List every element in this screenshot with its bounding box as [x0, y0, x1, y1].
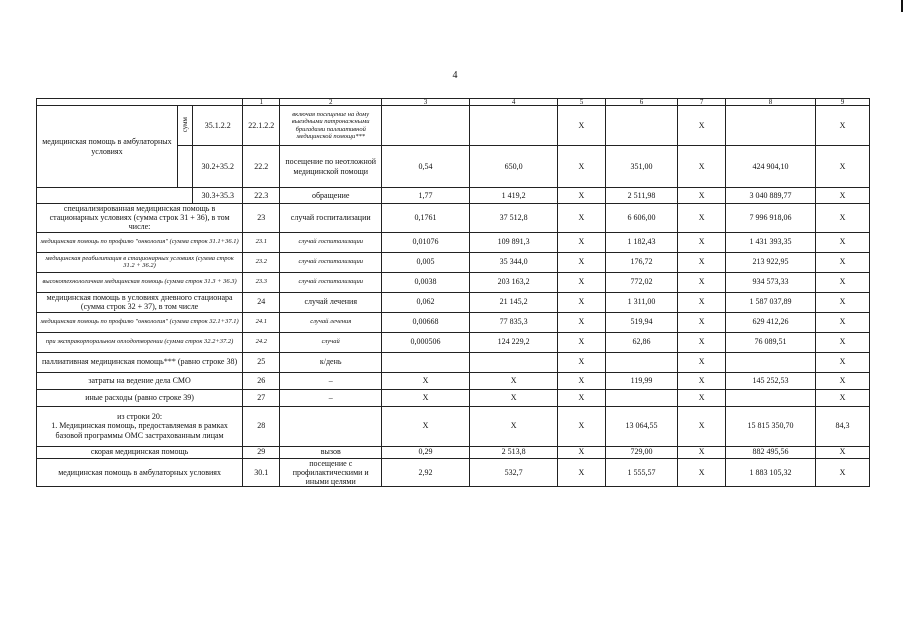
- table-cell: 0,00668: [381, 312, 469, 332]
- table-cell: [605, 106, 678, 146]
- table-cell: X: [816, 272, 870, 292]
- table-cell: 424 904,10: [725, 146, 815, 188]
- table-cell: X: [558, 372, 606, 389]
- table-cell: X: [558, 232, 606, 252]
- table-cell: X: [816, 458, 870, 487]
- table-cell: 519,94: [605, 312, 678, 332]
- table-cell: обращение: [280, 188, 382, 204]
- table-cell: X: [816, 292, 870, 312]
- table-cell: [605, 352, 678, 372]
- blank-cell: [177, 146, 193, 188]
- header-cell: 1: [243, 99, 280, 106]
- table-cell: X: [816, 389, 870, 406]
- table-cell: X: [558, 446, 606, 458]
- table-cell: X: [816, 232, 870, 252]
- table-cell: [381, 106, 469, 146]
- header-cell: 3: [381, 99, 469, 106]
- header-cell: 4: [470, 99, 558, 106]
- table-cell: 7 996 918,06: [725, 204, 815, 233]
- row-name-cell: медицинская помощь в амбулаторных условиях: [37, 458, 243, 487]
- table-cell: [725, 106, 815, 146]
- table-cell: X: [678, 406, 726, 446]
- vertical-label: сумм: [181, 116, 190, 133]
- table-cell: 35.1.2.2: [193, 106, 243, 146]
- table-cell: 2,92: [381, 458, 469, 487]
- table-cell: 1 883 105,32: [725, 458, 815, 487]
- table-cell: вызов: [280, 446, 382, 458]
- table-row: [37, 106, 870, 146]
- table-cell: X: [470, 406, 558, 446]
- table-cell: 213 922,95: [725, 252, 815, 272]
- table-cell: X: [558, 292, 606, 312]
- table-cell: 23.3: [243, 272, 280, 292]
- table-cell: X: [678, 372, 726, 389]
- table-cell: 2 511,98: [605, 188, 678, 204]
- table-cell: 0,29: [381, 446, 469, 458]
- row-name-cell: паллиативная медицинская помощь*** (равно строке 38): [37, 352, 243, 372]
- table-cell: X: [816, 372, 870, 389]
- table-cell: случай лечения: [280, 292, 382, 312]
- table-cell: X: [558, 458, 606, 487]
- table-cell: –: [280, 389, 382, 406]
- table-cell: X: [470, 389, 558, 406]
- table-cell: к/день: [280, 352, 382, 372]
- row-name-cell: затраты на ведение дела СМО: [37, 372, 243, 389]
- table-cell: [470, 352, 558, 372]
- table-row: [37, 292, 870, 312]
- table-cell: 0,54: [381, 146, 469, 188]
- table-cell: 124 229,2: [470, 332, 558, 352]
- table-cell: X: [816, 312, 870, 332]
- table-cell: 76 089,51: [725, 332, 815, 352]
- table-cell: случай госпитализации: [280, 232, 382, 252]
- table-cell: X: [558, 332, 606, 352]
- table-cell: 629 412,26: [725, 312, 815, 332]
- table-cell: случай госпитализации: [280, 252, 382, 272]
- table-cell: X: [678, 312, 726, 332]
- header-cell: 8: [725, 99, 815, 106]
- table-cell: 0,1761: [381, 204, 469, 233]
- table-cell: 1 182,43: [605, 232, 678, 252]
- row-name-cell: медицинская помощь по профилю "онкология" (сумма строк 31.1+36.1): [37, 232, 243, 252]
- table-cell: –: [280, 372, 382, 389]
- table-cell: X: [816, 352, 870, 372]
- table-cell: 1 419,2: [470, 188, 558, 204]
- table-row: [37, 352, 870, 372]
- table-cell: 35 344,0: [470, 252, 558, 272]
- table-cell: 145 252,53: [725, 372, 815, 389]
- table-cell: 1 555,57: [605, 458, 678, 487]
- table-cell: [725, 352, 815, 372]
- table-cell: X: [470, 372, 558, 389]
- table-cell: 15 815 350,70: [725, 406, 815, 446]
- table-cell: X: [816, 332, 870, 352]
- table-row: [37, 232, 870, 252]
- table-cell: 934 573,33: [725, 272, 815, 292]
- table-cell: X: [558, 352, 606, 372]
- table-cell: 22.2: [243, 146, 280, 188]
- table-cell: 37 512,8: [470, 204, 558, 233]
- table-row: [37, 272, 870, 292]
- table-cell: X: [678, 292, 726, 312]
- table-cell: посещение с профилактическими и иными целями: [280, 458, 382, 487]
- blank-cell: [37, 188, 193, 204]
- table-cell: X: [381, 389, 469, 406]
- table-cell: X: [816, 252, 870, 272]
- table-cell: [605, 389, 678, 406]
- table-cell: X: [381, 406, 469, 446]
- table-cell: X: [558, 272, 606, 292]
- table-cell: X: [558, 146, 606, 188]
- header-blank-cell: [37, 99, 243, 106]
- table-cell: 650,0: [470, 146, 558, 188]
- table-cell: X: [558, 204, 606, 233]
- table-cell: [381, 352, 469, 372]
- table-cell: 109 891,3: [470, 232, 558, 252]
- table-row: [37, 312, 870, 332]
- header-cell: 9: [816, 99, 870, 106]
- table-cell: X: [558, 312, 606, 332]
- page-number: 4: [452, 70, 458, 81]
- table-cell: 882 495,56: [725, 446, 815, 458]
- table-row: [37, 446, 870, 458]
- table-row: [37, 372, 870, 389]
- table-cell: 729,00: [605, 446, 678, 458]
- table-cell: 30.2+35.2: [193, 146, 243, 188]
- table-cell: X: [558, 188, 606, 204]
- table-cell: [470, 106, 558, 146]
- table-cell: 30.3+35.3: [193, 188, 243, 204]
- table-cell: 3 040 889,77: [725, 188, 815, 204]
- data-table: [36, 98, 870, 487]
- table-cell: включая посещение на дому выездными патронажными бригадами паллиативной медицинской помощи***: [280, 106, 382, 146]
- table-cell: X: [678, 458, 726, 487]
- table-cell: 26: [243, 372, 280, 389]
- table-cell: 77 835,3: [470, 312, 558, 332]
- table-cell: случай: [280, 332, 382, 352]
- table-cell: X: [678, 106, 726, 146]
- row-name-cell: медицинская реабилитация в стационарных условиях (сумма строк 31.2 + 36.2): [37, 252, 243, 272]
- row-name-cell: при экстракорпоральном оплодотворении (сумма строк 32.2+37.2): [37, 332, 243, 352]
- table-cell: 24.2: [243, 332, 280, 352]
- table-cell: 62,86: [605, 332, 678, 352]
- table-cell: 0,062: [381, 292, 469, 312]
- table-cell: X: [678, 252, 726, 272]
- header-row: [37, 99, 870, 106]
- table-cell: 27: [243, 389, 280, 406]
- table-cell: 13 064,55: [605, 406, 678, 446]
- table-row: [37, 252, 870, 272]
- table-cell: 1,77: [381, 188, 469, 204]
- table-row: [37, 458, 870, 487]
- table-cell: 29: [243, 446, 280, 458]
- table-cell: 23.1: [243, 232, 280, 252]
- table-cell: 351,00: [605, 146, 678, 188]
- table-cell: 6 606,00: [605, 204, 678, 233]
- table-cell: 1 311,00: [605, 292, 678, 312]
- row-name-cell: скорая медицинская помощь: [37, 446, 243, 458]
- table-cell: X: [678, 446, 726, 458]
- table-row: [37, 188, 870, 204]
- table-cell: посещение по неотложной медицинской помощи: [280, 146, 382, 188]
- table-cell: 0,0038: [381, 272, 469, 292]
- table-cell: 1 587 037,89: [725, 292, 815, 312]
- vertical-label-cell: [177, 106, 193, 146]
- table-cell: X: [816, 204, 870, 233]
- table-cell: 22.3: [243, 188, 280, 204]
- table-cell: 1 431 393,35: [725, 232, 815, 252]
- table-row: [37, 204, 870, 233]
- table-cell: X: [678, 332, 726, 352]
- table-cell: X: [558, 106, 606, 146]
- table-row: [37, 332, 870, 352]
- header-cell: 2: [280, 99, 382, 106]
- table-cell: 2 513,8: [470, 446, 558, 458]
- table-cell: 0,000506: [381, 332, 469, 352]
- row-name-cell: медицинская помощь в условиях дневного стационара (сумма строк 32 + 37), в том числе: [37, 292, 243, 312]
- table-row: [37, 389, 870, 406]
- table-cell: случай госпитализации: [280, 204, 382, 233]
- table-cell: X: [558, 252, 606, 272]
- table-cell: X: [678, 232, 726, 252]
- table-cell: [280, 406, 382, 446]
- table-cell: X: [678, 146, 726, 188]
- table-cell: 25: [243, 352, 280, 372]
- table-cell: 21 145,2: [470, 292, 558, 312]
- row-name-cell: медицинская помощь по профилю "онкология" (сумма строк 32.1+37.1): [37, 312, 243, 332]
- table-cell: X: [558, 389, 606, 406]
- scan-corner-mark: [901, 0, 903, 12]
- table-cell: [725, 389, 815, 406]
- table-cell: 22.1.2.2: [243, 106, 280, 146]
- table-row: [37, 406, 870, 446]
- table-cell: X: [816, 188, 870, 204]
- table-cell: X: [816, 146, 870, 188]
- table-cell: 203 163,2: [470, 272, 558, 292]
- row-name-cell: специализированная медицинская помощь в стационарных условиях (сумма строк 31 + 36), в том числе:: [37, 204, 243, 233]
- table-cell: X: [678, 272, 726, 292]
- table-cell: 0,01076: [381, 232, 469, 252]
- row-name-cell: высокотехнологичная медицинская помощь (сумма строк 31.3 + 36.3): [37, 272, 243, 292]
- table-cell: 176,72: [605, 252, 678, 272]
- row-name-cell: иные расходы (равно строке 39): [37, 389, 243, 406]
- table-cell: 84,3: [816, 406, 870, 446]
- table-cell: 30.1: [243, 458, 280, 487]
- row-name-cell: из строки 20: 1. Медицинская помощь, предоставляемая в рамках базовой программы ОМС застрахованным лицам: [37, 406, 243, 446]
- table-cell: X: [678, 188, 726, 204]
- table-cell: 23.2: [243, 252, 280, 272]
- table-cell: случай госпитализации: [280, 272, 382, 292]
- header-cell: 5: [558, 99, 606, 106]
- table-cell: X: [381, 372, 469, 389]
- table-cell: X: [816, 446, 870, 458]
- table-cell: 28: [243, 406, 280, 446]
- table-cell: случай лечения: [280, 312, 382, 332]
- table-cell: 24.1: [243, 312, 280, 332]
- table-cell: 772,02: [605, 272, 678, 292]
- table-cell: 24: [243, 292, 280, 312]
- table-cell: X: [816, 106, 870, 146]
- table-cell: 532,7: [470, 458, 558, 487]
- table-cell: X: [678, 352, 726, 372]
- table-cell: X: [678, 389, 726, 406]
- table-cell: 23: [243, 204, 280, 233]
- table-cell: 119,99: [605, 372, 678, 389]
- table-cell: 0,005: [381, 252, 469, 272]
- row-name-cell: медицинская помощь в амбулаторных условиях: [37, 106, 178, 188]
- header-cell: 6: [605, 99, 678, 106]
- table-cell: X: [678, 204, 726, 233]
- table-cell: X: [558, 406, 606, 446]
- header-cell: 7: [678, 99, 726, 106]
